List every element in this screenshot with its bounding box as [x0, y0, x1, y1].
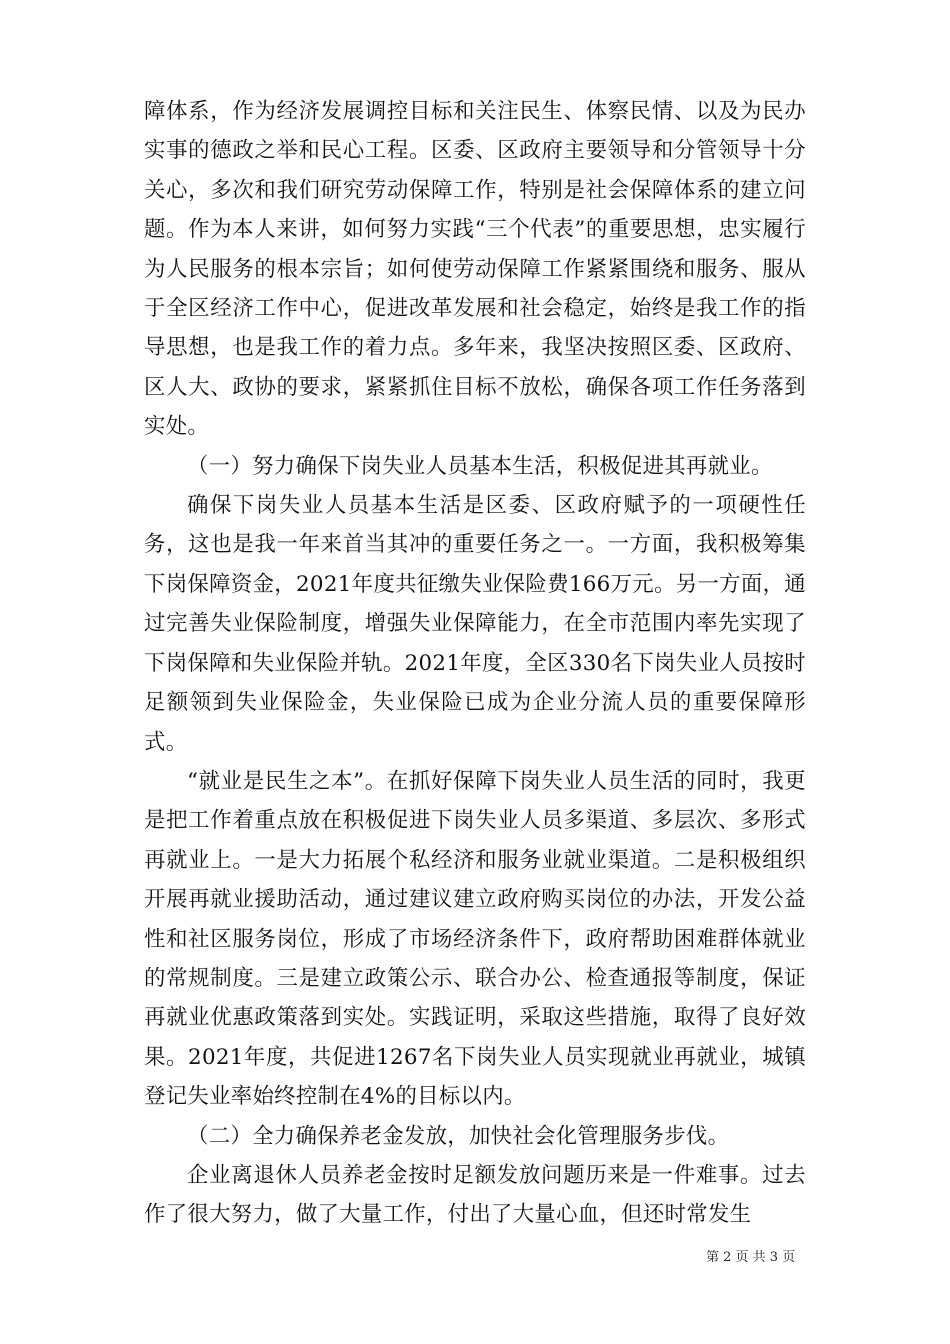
paragraph-intro-continuation: 障体系，作为经济发展调控目标和关注民生、体察民情、以及为民办实事的德政之举和民心工程。区委、区政府主要领导和分管领导十分关心，多次和我们研究劳动保障工作，特别是社会保障体系的建立问题。作为本人来讲，如何努力实践“三个代表”的重要思想，忠实履行为人民服务的根本宗旨；如何使劳动保障工作紧紧围绕和服务、服从于全区经济工作中心，促进改革发展和社会稳定，始终是我工作的指导思想，也是我工作的着力点。多年来，我坚决按照区委、区政府、区人大、政协的要求，紧紧抓住目标不放松，确保各项工作任务落到实处。	[144, 99, 806, 440]
paragraph-reemployment: “就业是民生之本”。在抓好保障下岗失业人员生活的同时，我更是把工作着重点放在积极促进下岗失业人员多渠道、多层次、多形式再就业上。一是大力拓展个私经济和服务业就业渠道。二是积极组织开展再就业援助活动，通过建议建立政府购买岗位的办法，开发公益性和社区服务岗位，形成了市场经济条件下，政府帮助困难群体就业的常规制度。三是建立政策公示、联合办公、检查通报等制度，保证再就业优惠政策落到实处。实践证明，采取这些措施，取得了良好效果。2021年度，共促进1267名下岗失业人员实现就业再就业，城镇登记失业率始终控制在4%的目标以内。	[144, 768, 806, 1110]
page-number: 第 2 页 共 3 页	[706, 1250, 796, 1265]
paragraph-basic-living: 确保下岗失业人员基本生活是区委、区政府赋予的一项硬性任务，这也是我一年来首当其冲的重要任务之一。一方面，我积极筹集下岗保障资金，2021年度共征缴失业保险费166万元。另一方面，通过完善失业保险制度，增强失业保障能力，在全市范围内率先实现了下岗保障和失业保险并轨。2021年度，全区330名下岗失业人员按时足额领到失业保险金，失业保险已成为企业分流人员的重要保障形式。	[144, 493, 806, 755]
section-heading-one: （一）努力确保下岗失业人员基本生活，积极促进其再就业。	[187, 453, 773, 479]
section-heading-two: （二）全力确保养老金发放，加快社会化管理服务步伐。	[187, 1123, 730, 1149]
paragraph-pension: 企业离退休人员养老金按时足额发放问题历来是一件难事。过去作了很大努力，做了大量工作，付出了大量心血，但还时常发生	[144, 1162, 806, 1228]
document-body	[144, 92, 806, 1235]
